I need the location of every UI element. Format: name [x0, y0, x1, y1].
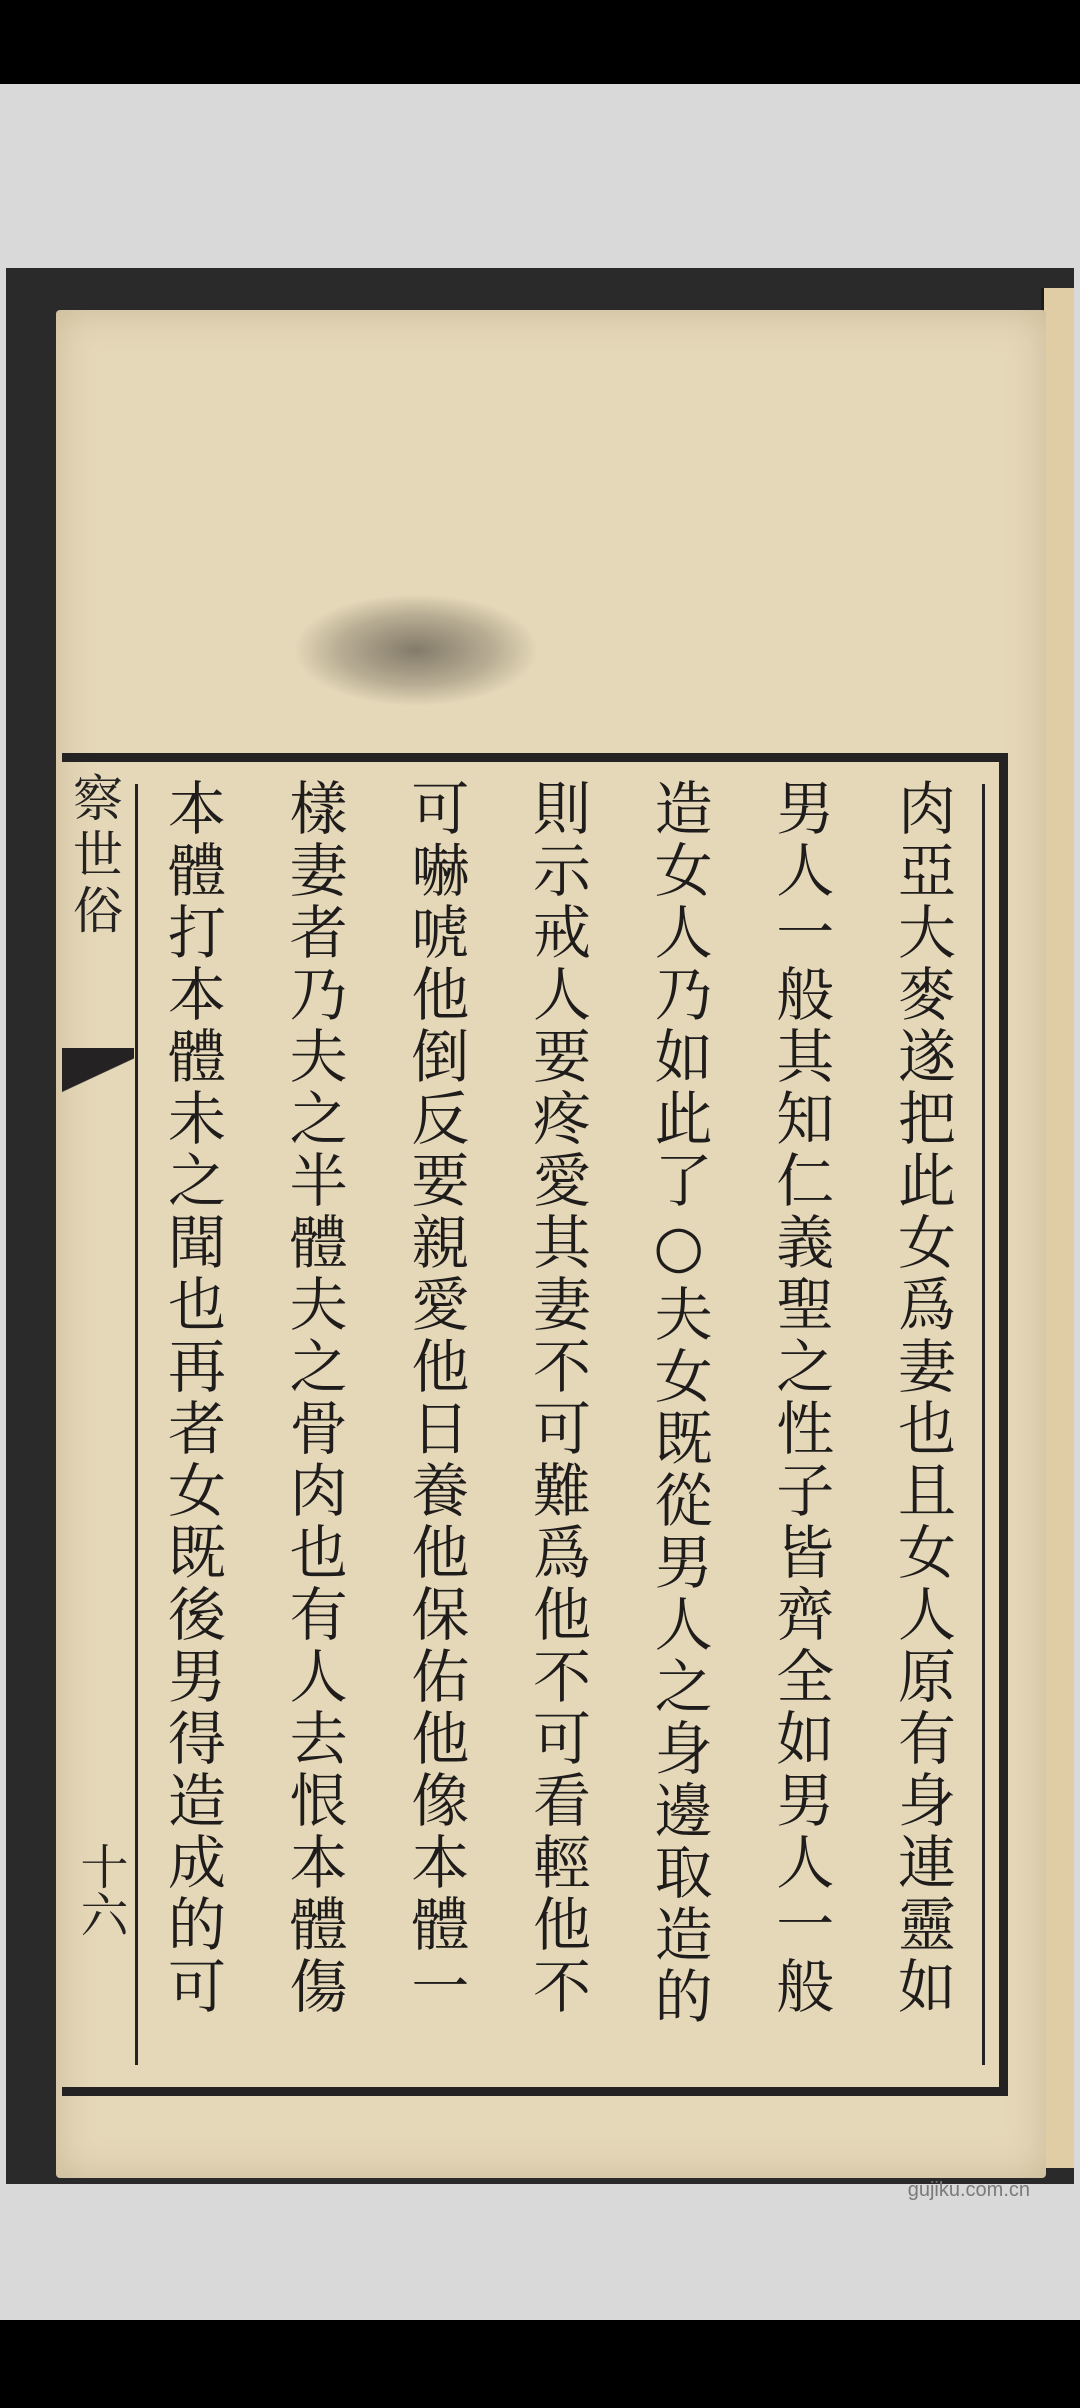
text-column: 造女人乃如此了○夫女既從男人之身邊取造的	[644, 778, 713, 2028]
fishtail-mark-icon	[62, 1048, 134, 1118]
text-column: 男人一般其知仁義聖之性子皆齊全如男人一般	[766, 778, 835, 2018]
book-scan	[6, 268, 1074, 2184]
text-column: 可嚇唬他倒反要親愛他日養他保佑他像本體一	[401, 778, 470, 2018]
book-page	[56, 310, 1046, 2178]
block-margin	[62, 762, 134, 2087]
inner-border-rule	[982, 784, 985, 2065]
margin-border-rule	[135, 784, 138, 2065]
leaf-number: 十六	[72, 1842, 128, 1938]
vertical-text-body	[146, 778, 968, 2070]
text-column: 則示戒人要疼愛其妻不可難爲他不可看輕他不	[522, 778, 591, 2018]
text-frame	[62, 753, 1008, 2096]
margin-book-title: 察世俗	[65, 772, 123, 940]
site-watermark: gujiku.com.cn	[907, 2179, 1030, 2201]
text-column: 樣妻者乃夫之半體夫之骨肉也有人去恨本體傷	[279, 778, 348, 2018]
image-viewer[interactable]	[0, 84, 1080, 2320]
ink-stain	[296, 595, 536, 705]
text-column: 本體打本體未之聞也再者女既後男得造成的可	[158, 778, 226, 2018]
text-column: 肉亞大麥遂把此女爲妻也且女人原有身連靈如	[887, 778, 956, 2018]
